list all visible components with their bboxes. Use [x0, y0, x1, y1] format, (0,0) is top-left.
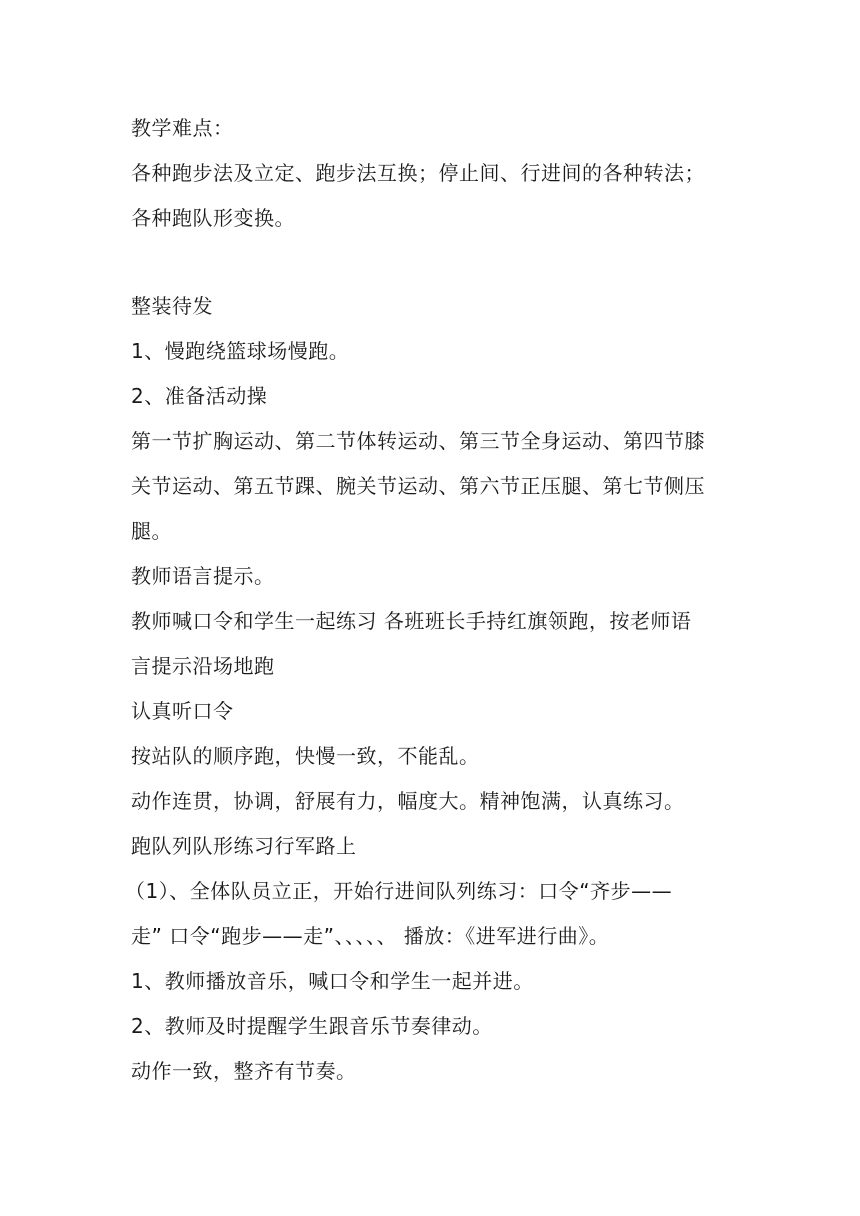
text-line: 1、教师播放音乐，喊口令和学生一起并进。: [131, 969, 534, 993]
text-line: 1、慢跑绕篮球场慢跑。: [131, 339, 350, 363]
text-line: 跑队列队形练习行军路上: [131, 834, 357, 858]
text-line: 按站队的顺序跑，快慢一致，不能乱。: [131, 744, 480, 768]
section-heading: 整装待发: [131, 294, 213, 318]
text-line: 关节运动、第五节踝、腕关节运动、第六节正压腿、第七节侧压: [131, 474, 705, 498]
text-line: （1）、全体队员立正，开始行进间队列练习：口令“齐步——: [125, 879, 673, 903]
text-line: 教师语言提示。: [131, 564, 275, 588]
text-line: 言提示沿场地跑: [131, 654, 275, 678]
text-line: 教师喊口令和学生一起练习 各班班长手持红旗领跑，按老师语: [131, 609, 692, 633]
text-line: 动作一致，整齐有节奏。: [131, 1059, 357, 1083]
text-line: 认真听口令: [131, 699, 234, 723]
text-line: 2、教师及时提醒学生跟音乐节奏律动。: [131, 1014, 493, 1038]
text-line: 第一节扩胸运动、第二节体转运动、第三节全身运动、第四节膝: [131, 429, 705, 453]
text-line: 2、准备活动操: [131, 384, 268, 408]
text-line: 动作连贯，协调，舒展有力，幅度大。精神饱满，认真练习。: [131, 789, 685, 813]
text-line: 各种跑步法及立定、跑步法互换；停止间、行进间的各种转法；: [131, 161, 705, 185]
text-line: 走” 口令“跑步——走”、、、、、 播放：《进军进行曲》。: [131, 924, 610, 948]
text-line: 教学难点：: [131, 116, 234, 140]
text-line: 腿。: [131, 519, 172, 543]
text-line: 各种跑队形变换。: [131, 206, 295, 230]
